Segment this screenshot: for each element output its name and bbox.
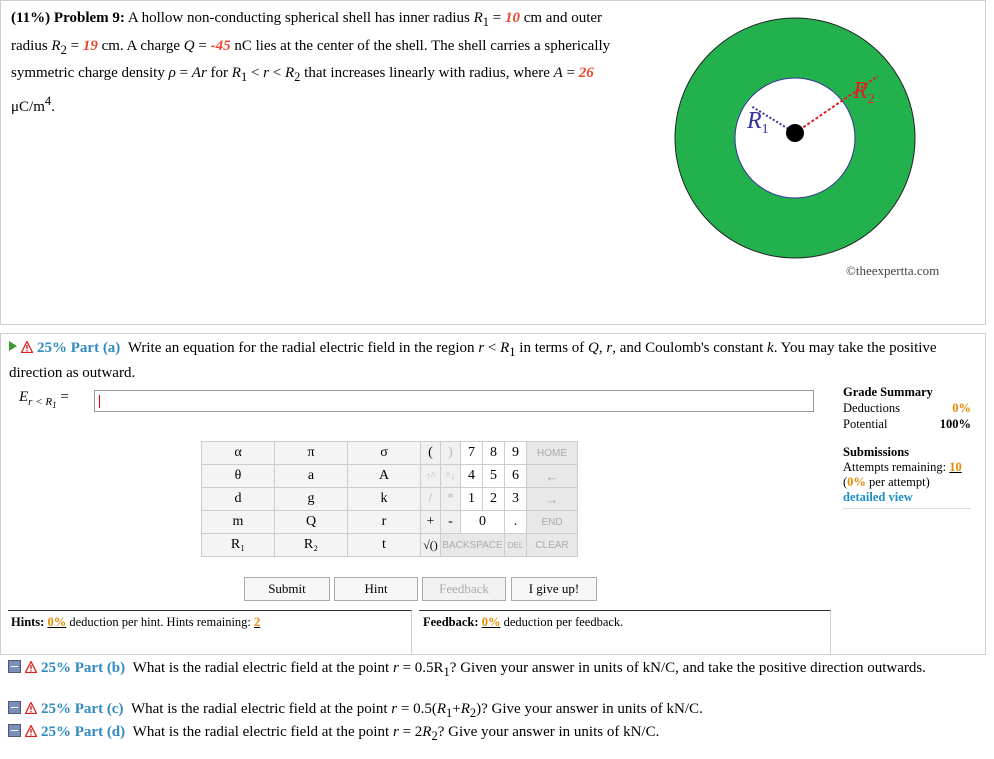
per-attempt-value: 0% [847,475,866,489]
hints-label: Hints: [11,615,45,629]
key-clear[interactable]: CLEAR [527,534,578,557]
warning-icon [25,702,37,714]
part-b-percent: 25% [41,660,71,676]
warning-icon [21,341,33,353]
collapse-icon[interactable] [8,724,21,737]
submissions-panel: Submissions Attempts remaining: 10 (0% per attempt) detailed view [843,445,971,509]
part-c-percent: 25% [41,701,71,717]
key-a[interactable]: a [275,465,348,488]
key-del[interactable]: DEL [505,534,527,557]
collapse-icon[interactable] [8,660,21,673]
key-r[interactable]: r [348,511,421,534]
part-d-row[interactable]: 25% Part (d) What is the radial electric field at the point $r = 2R_2$? Give your answer in units of kN/C. [8,722,968,747]
key-pi[interactable]: π [275,442,348,465]
part-a-question: 25% Part (a) Write an equation for the radial electric field in the region $r < R_1$ in terms of Q, r, and Coulomb's constant k. You may take the positive direction as outward. [9,340,937,381]
problem-weight: (11%) [11,10,51,26]
grade-summary-title: Grade Summary [843,385,933,399]
key-superscript[interactable]: ↑^ [421,465,441,488]
part-a-percent: 25% [37,340,67,356]
key-0[interactable]: 0 [461,511,505,534]
key-subscript[interactable]: ^↓ [441,465,461,488]
part-a-name: Part (a) [70,340,121,356]
feedback-text: deduction per feedback. [503,615,624,629]
shell-figure [673,16,918,261]
key-minus[interactable]: - [441,511,461,534]
key-decimal[interactable]: . [505,511,527,534]
key-right-arrow[interactable]: → [527,488,578,511]
center-charge [786,124,804,142]
key-4[interactable]: 4 [461,465,483,488]
part-d-name: Part (d) [74,724,126,740]
answer-input[interactable] [94,390,814,412]
part-d-percent: 25% [41,724,71,740]
key-backspace[interactable]: BACKSPACE [441,534,505,557]
key-open-paren[interactable]: ( [421,442,441,465]
give-up-button[interactable]: I give up! [511,577,597,601]
hint-button[interactable]: Hint [334,577,418,601]
part-a-panel [0,333,986,655]
key-R2[interactable]: R₂ [275,534,348,557]
per-attempt-label: per attempt) [869,475,930,489]
r2-value: 19 [82,37,98,54]
key-home[interactable]: HOME [527,442,578,465]
key-Q[interactable]: Q [275,511,348,534]
r1-value: 10 [504,10,520,26]
key-alpha[interactable]: α [202,442,275,465]
hints-deduction: 0% [47,615,67,629]
key-left-arrow[interactable]: ← [527,465,578,488]
key-2[interactable]: 2 [483,488,505,511]
part-c-row[interactable]: 25% Part (c) What is the radial electric field at the point $r = 0.5(R_1+R_2)$? Give your answer in units of kN/C. [8,699,968,724]
key-7[interactable]: 7 [461,442,483,465]
equation-keypad [201,441,578,557]
key-1[interactable]: 1 [461,488,483,511]
deductions-value: 0% [952,401,971,415]
hints-remaining: 2 [254,615,261,629]
q-value: -45 [210,37,231,54]
hints-bar [8,610,412,654]
answer-label: $E_{r < R_1}$ = [19,389,69,411]
deductions-label: Deductions [843,401,900,415]
problem-panel [0,0,986,325]
submit-button[interactable]: Submit [244,577,330,601]
hints-text: deduction per hint. Hints remaining: [69,615,251,629]
potential-label: Potential [843,417,888,431]
key-d[interactable]: d [202,488,275,511]
r2-label: $R_2$ [853,78,875,107]
problem-label: Problem 9: [53,10,125,26]
key-m[interactable]: m [202,511,275,534]
expand-triangle-icon[interactable] [9,341,17,351]
key-3[interactable]: 3 [505,488,527,511]
key-R1[interactable]: R₁ [202,534,275,557]
key-A[interactable]: A [348,465,421,488]
problem-statement: (11%) Problem 9: A hollow non-conducting spherical shell has inner radius $R_1 = 10$ cm and outer radius $R_2 = 19$ cm. A charge Q = -45 nC lies at the center of the shell. The shell carries a spherically symmetric charge density ρ = Ar for $R_1 < r < R_2$ that increases linearly with radius, where A = 26 $\mu C/m^4$. [11,10,611,115]
part-b-row[interactable]: 25% Part (b) What is the radial electric field at the point $r = 0.5R_1$? Given your answer in units of kN/C, and take the positive direction outwards. [8,658,968,683]
key-plus[interactable]: + [421,511,441,534]
key-8[interactable]: 8 [483,442,505,465]
detailed-view-link[interactable]: detailed view [843,490,913,504]
copyright-text: ©theexpertta.com [846,263,940,278]
key-sqrt[interactable]: √() [421,534,441,557]
key-multiply[interactable]: * [441,488,461,511]
feedback-label: Feedback: [423,615,479,629]
attempts-value: 10 [949,460,962,474]
feedback-button[interactable]: Feedback [422,577,506,601]
part-b-name: Part (b) [74,660,126,676]
attempts-label: Attempts remaining: [843,460,947,474]
key-sigma[interactable]: σ [348,442,421,465]
feedback-bar [419,610,831,654]
key-t[interactable]: t [348,534,421,557]
key-divide[interactable]: / [421,488,441,511]
key-k[interactable]: k [348,488,421,511]
feedback-deduction: 0% [481,615,501,629]
key-theta[interactable]: θ [202,465,275,488]
key-6[interactable]: 6 [505,465,527,488]
part-c-name: Part (c) [74,701,124,717]
key-close-paren[interactable]: ) [441,442,461,465]
submissions-title: Submissions [843,445,910,459]
grade-summary [843,384,971,432]
key-5[interactable]: 5 [483,465,505,488]
warning-icon [25,725,37,737]
key-g[interactable]: g [275,488,348,511]
potential-value: 100% [939,417,971,431]
a-value: 26 [578,65,594,81]
key-end[interactable]: END [527,511,578,534]
collapse-icon[interactable] [8,701,21,714]
warning-icon [25,661,37,673]
r1-label: $R_1$ [747,108,769,137]
key-9[interactable]: 9 [505,442,527,465]
